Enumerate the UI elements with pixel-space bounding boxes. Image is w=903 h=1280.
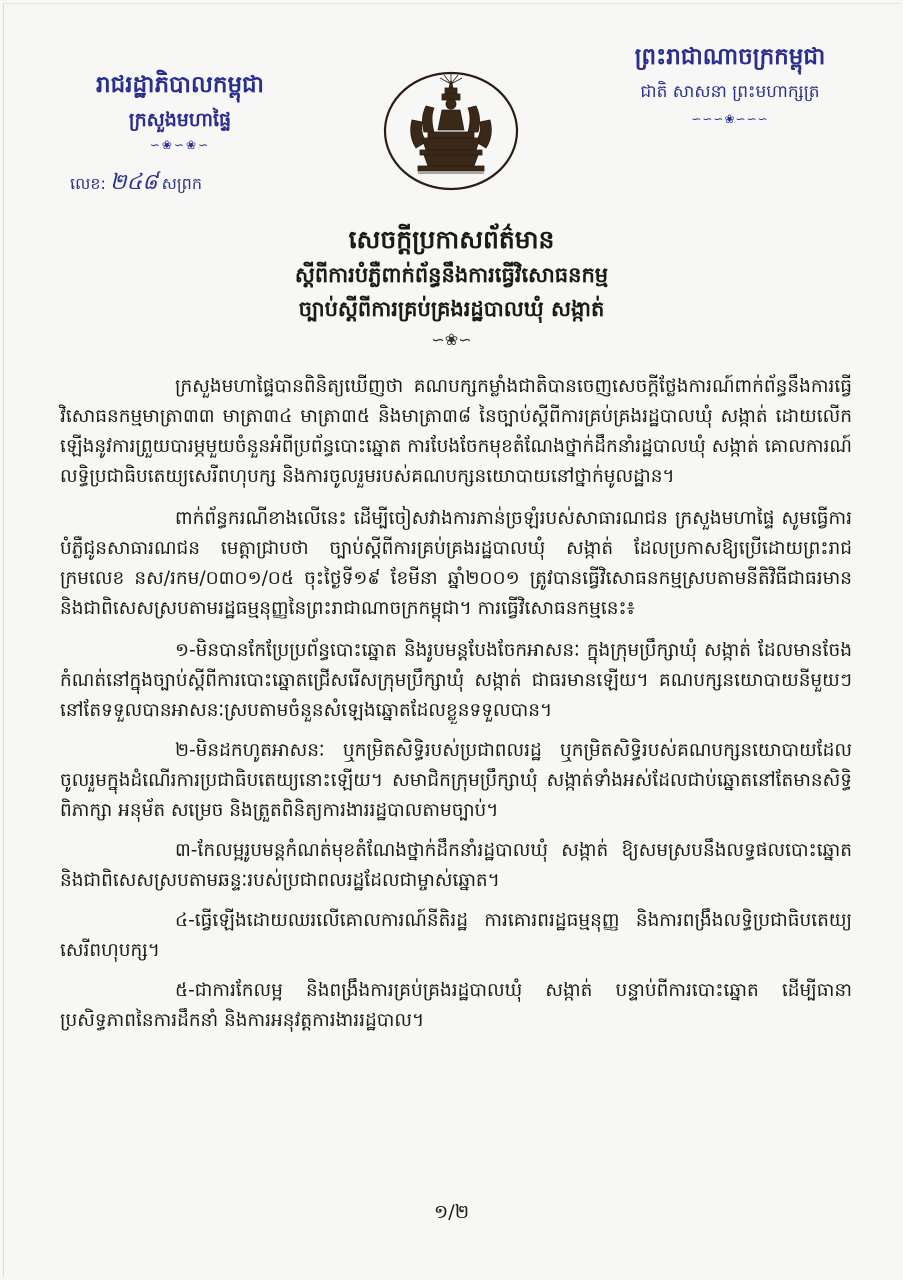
paragraph-intro: ក្រសួងមហាផ្ទៃបានពិនិត្យឃើញថា គណបក្សកម្លាំងជាតិបានចេញសេចក្ដីថ្លែងការណ៍ពាក់ព័ន្ធនឹងការធ្វើវិសោធនកម្មមាត្រា៣៣ មាត្រា៣៤ មាត្រា៣៥ និងមាត្រា៣៨ នៃច្បាប់ស្ដីពីការគ្រប់គ្រងរដ្ឋបាលឃុំ សង្កាត់ ដោយលើកឡើងនូវការព្រួយបារម្ភមួយចំនួនអំពីប្រព័ន្ធបោះឆ្នោត ការបែងចែកមុខតំណែងថ្នាក់ដឹកនាំរដ្ឋបាលឃុំ សង្កាត់ គោលការណ៍លទ្ធិប្រជាធិបតេយ្យសេរីពហុបក្ស និងការចូលរួមរបស់គណបក្សនយោបាយនៅថ្នាក់មូលដ្ឋាន។ <box>60 376 852 487</box>
reference-number-line <box>70 168 310 200</box>
paragraph-clarification: ពាក់ព័ន្ធករណីខាងលើនេះ ដើម្បីចៀសវាងការភាន់ច្រឡំរបស់សាធារណជន ក្រសួងមហាផ្ទៃ សូមធ្វើការបំភ្លឺជូនសាធារណជន មេត្តាជ្រាបថា ច្បាប់ស្ដីពីការគ្រប់គ្រងរដ្ឋបាលឃុំ សង្កាត់ ដែលប្រកាសឱ្យប្រើដោយព្រះរាជក្រមលេខ នស/រកម/០៣០១/០៥ ចុះថ្ងៃទី១៩ ខែមីនា ឆ្នាំ២០០១ ត្រូវបានធ្វើវិសោធនកម្មស្របតាមនីតិវិធីជាធរមាន និងជាពិសេសស្របតាមរដ្ឋធម្មនុញ្ញនៃព្រះរាជាណាចក្រកម្ពុជា។ ការធ្វើវិសោធនកម្មនេះ៖ <box>60 508 852 619</box>
document-title-block <box>120 222 783 349</box>
document-body <box>60 372 852 1046</box>
national-motto: ជាតិ សាសនា ព្រះមហាក្សត្រ <box>640 82 820 102</box>
reference-suffix: សព្រក <box>161 174 202 193</box>
page-number: ១/២ <box>433 1201 470 1223</box>
kingdom-header <box>590 40 870 126</box>
kingdom-name: ព្រះរាជាណាចក្រកម្ពុជា <box>634 44 826 70</box>
list-item: ១-មិនបានកែប្រែប្រព័ន្ធបោះឆ្នោត និងរូបមន្តបែងចែកអាសនៈ ក្នុងក្រុមប្រឹក្សាឃុំ សង្កាត់ ដែលមានចែងកំណត់នៅក្នុងច្បាប់ស្ដីពីការបោះឆ្នោតជ្រើសរើសក្រុមប្រឹក្សាឃុំ សង្កាត់ ជាធរមានឡើយ។ គណបក្សនយោបាយនីមួយៗនៅតែទទួលបានអាសនៈស្របតាមចំនួនសំឡេងឆ្នោតដែលខ្លួនទទួលបាន។ <box>60 640 852 721</box>
reference-label: លេខ: <box>70 174 106 193</box>
list-item: ៣-កែលម្អរូបមន្តកំណត់មុខតំណែងថ្នាក់ដឹកនាំរដ្ឋបាលឃុំ សង្កាត់ ឱ្យសមស្របនឹងលទ្ធផលបោះឆ្នោត និងជាពិសេសស្របតាមឆន្ទៈរបស់ប្រជាពលរដ្ឋដែលជាម្ចាស់ឆ្នោត។ <box>60 840 852 891</box>
ministry-header <box>70 70 290 195</box>
ornament-divider: ∽∽∽❀∽∽∽ <box>691 112 769 126</box>
ornament-divider: ∽❀∽❀∽ <box>149 138 211 152</box>
list-item: ៥-ជាការកែលម្អ និងពង្រឹងការគ្រប់គ្រងរដ្ឋបាលឃុំ សង្កាត់ បន្ទាប់ពីការបោះឆ្នោត ដើម្បីធានាប្រសិទ្ធភាពនៃការដឹកនាំ និងការអនុវត្តការងាររដ្ឋបាល។ <box>60 980 852 1031</box>
document-title: សេចក្ដីប្រកាសព័ត៌មាន <box>348 225 555 254</box>
reference-number: ២៤៨ <box>109 170 158 195</box>
royal-arms-emblem-icon <box>382 70 520 192</box>
government-name: រាជរដ្ឋាភិបាលកម្ពុជា <box>96 72 264 98</box>
list-item: ២-មិនដកហូតអាសនៈ ឬកម្រិតសិទ្ធិរបស់ប្រជាពលរដ្ឋ ឬកម្រិតសិទ្ធិរបស់គណបក្សនយោបាយដែលចូលរួមក្នុងដំណើរការប្រជាធិបតេយ្យនោះឡើយ។ សមាជិកក្រុមប្រឹក្សាឃុំ សង្កាត់ទាំងអស់ដែលជាប់ឆ្នោតនៅតែមានសិទ្ធិពិភាក្សា អនុម័ត សម្រេច និងត្រួតពិនិត្យការងាររដ្ឋបាលតាមច្បាប់។ <box>60 740 852 821</box>
document-subtitle: ស្ដីពីការបំភ្លឺពាក់ព័ន្ធនឹងការធ្វើវិសោធនកម្ម <box>294 263 609 287</box>
document-subtitle-law: ច្បាប់ស្ដីពីការគ្រប់គ្រងរដ្ឋបាលឃុំ សង្កាត់ <box>298 297 605 321</box>
ministry-name: ក្រសួងមហាផ្ទៃ <box>128 109 232 131</box>
list-item: ៤-ធ្វើឡើងដោយឈរលើគោលការណ៍នីតិរដ្ឋ ការគោរពរដ្ឋធម្មនុញ្ញ និងការពង្រឹងលទ្ធិប្រជាធិបតេយ្យសេរីពហុបក្ស។ <box>60 910 852 961</box>
title-ornament: ∽❀∽ <box>431 330 472 349</box>
